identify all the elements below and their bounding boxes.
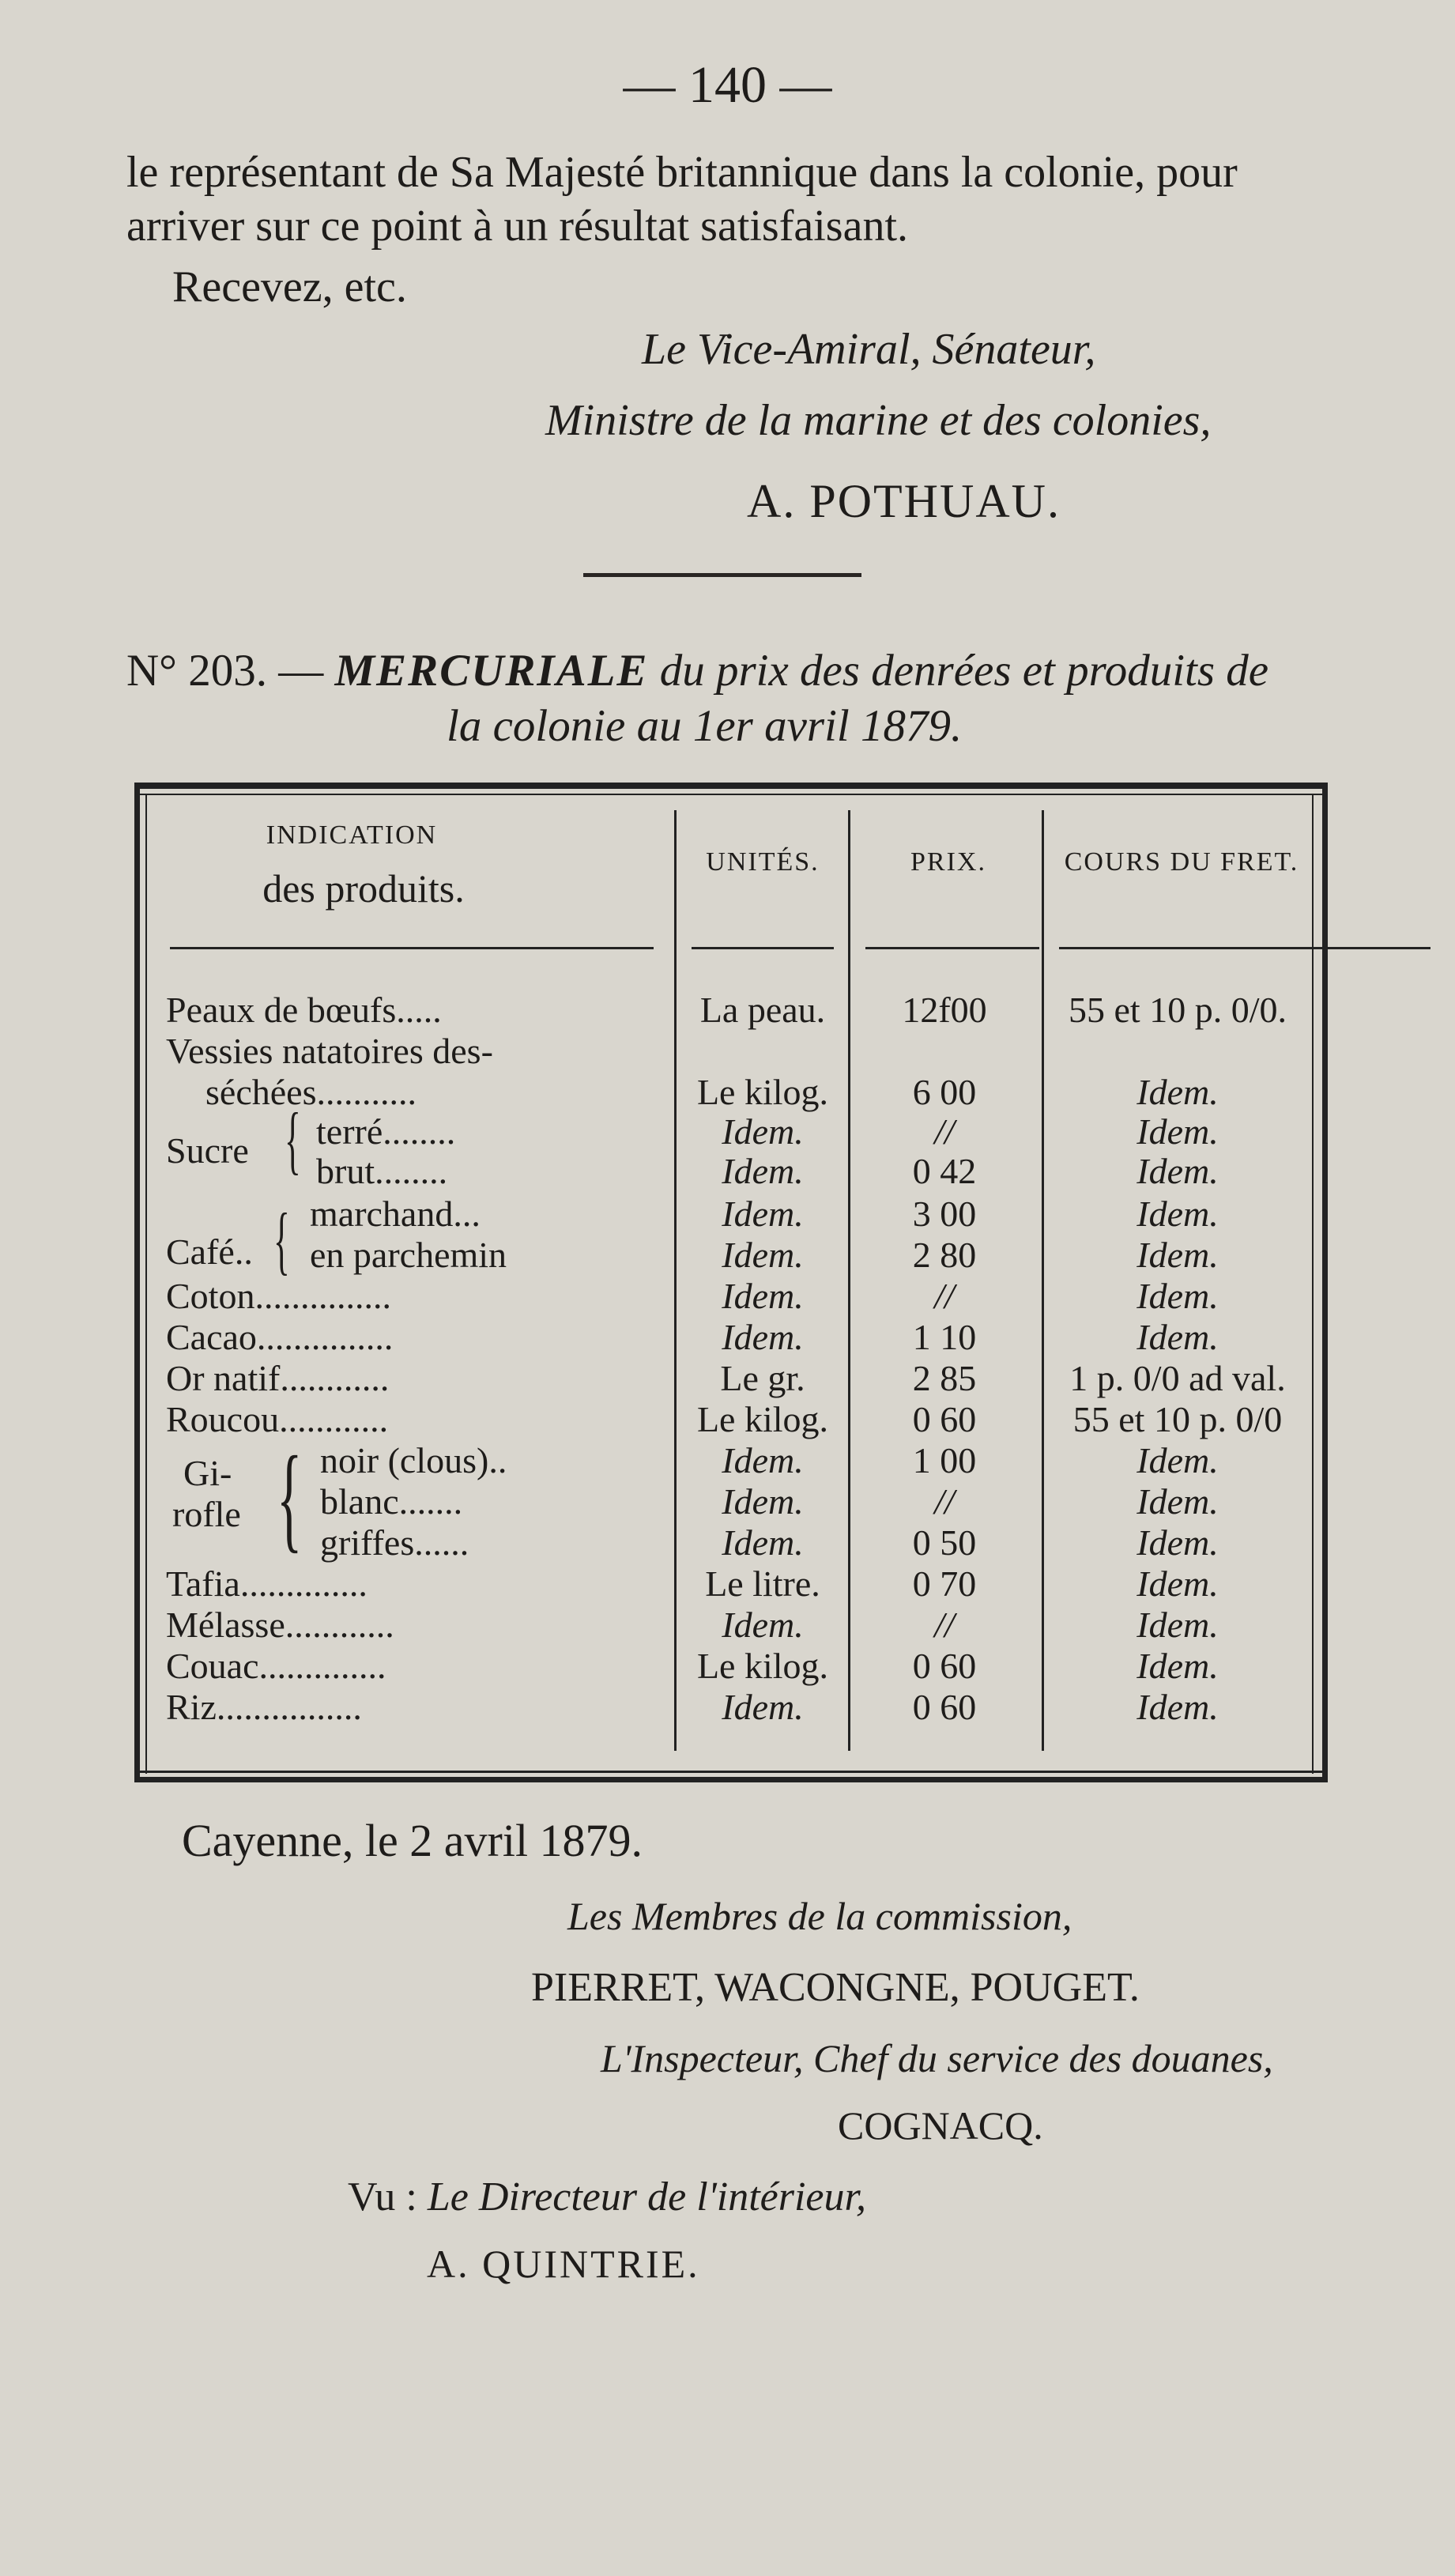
vu-line xyxy=(348,2174,866,2220)
table-right-border xyxy=(1322,783,1328,1782)
row-fret: Idem. xyxy=(1136,1440,1219,1480)
row-product: griffes...... xyxy=(320,1522,469,1563)
row-unit: Idem. xyxy=(722,1194,804,1234)
row-unit: Le litre. xyxy=(705,1563,820,1604)
row-unit: Idem. xyxy=(722,1317,804,1357)
row-product: Vessies natatoires des- xyxy=(166,1031,493,1071)
document-title-rest: du prix des denrées et produits de xyxy=(659,646,1269,696)
brace-girofle: { xyxy=(277,1432,303,1563)
vu-name: A. QUINTRIE. xyxy=(427,2242,700,2286)
row-product: Peaux de bœufs..... xyxy=(166,990,442,1030)
row-fret: Idem. xyxy=(1136,1687,1219,1727)
row-fret: Idem. xyxy=(1136,1317,1219,1357)
column-separator-3 xyxy=(1042,810,1044,1751)
table-left-border-thin xyxy=(145,794,147,1774)
header-underline-2 xyxy=(692,947,834,949)
row-fret: Idem. xyxy=(1136,1605,1219,1645)
vu-title: Le Directeur de l'intérieur, xyxy=(427,2174,866,2220)
table-left-border xyxy=(134,783,140,1782)
row-fret: Idem. xyxy=(1136,1151,1219,1191)
row-price: 0 50 xyxy=(912,1522,977,1563)
row-unit: Idem. xyxy=(722,1235,804,1275)
commission-title: Les Membres de la commission, xyxy=(567,1894,1072,1938)
table-right-border-thin xyxy=(1312,794,1314,1774)
row-fret: Idem. xyxy=(1136,1111,1219,1152)
page-number: — 140 — xyxy=(623,56,832,114)
intro-line-2: arriver sur ce point à un résultat satisfaisant. xyxy=(126,202,908,251)
document-number: N° 203. — xyxy=(126,646,324,696)
row-product: séchées........... xyxy=(205,1072,417,1112)
group-label-girofle-1: Gi- xyxy=(183,1453,232,1493)
row-unit: Idem. xyxy=(722,1111,804,1152)
row-fret: Idem. xyxy=(1136,1072,1219,1112)
row-price: // xyxy=(934,1111,955,1152)
commission-names: PIERRET, WACONGNE, POUGET. xyxy=(531,1965,1140,2010)
row-unit: Idem. xyxy=(722,1522,804,1563)
row-fret: Idem. xyxy=(1136,1522,1219,1563)
row-product: marchand... xyxy=(310,1194,481,1234)
row-unit: Idem. xyxy=(722,1687,804,1727)
row-product: Roucou............ xyxy=(166,1399,389,1439)
row-unit: Idem. xyxy=(722,1151,804,1191)
signatory-title-1: Le Vice-Amiral, Sénateur, xyxy=(642,325,1096,374)
row-price: 2 85 xyxy=(912,1358,977,1398)
table-bottom-border xyxy=(134,1777,1328,1782)
row-fret: 1 p. 0/0 ad val. xyxy=(1069,1358,1286,1398)
row-product: brut........ xyxy=(316,1151,448,1191)
row-unit: Idem. xyxy=(722,1276,804,1316)
row-fret: 55 et 10 p. 0/0 xyxy=(1072,1399,1283,1439)
row-price: 1 10 xyxy=(912,1317,977,1357)
row-fret: Idem. xyxy=(1136,1646,1219,1686)
group-label-girofle-2: rofle xyxy=(172,1494,241,1534)
row-product: en parchemin xyxy=(310,1235,507,1275)
row-product: Coton............... xyxy=(166,1276,391,1316)
row-product: terré........ xyxy=(316,1111,456,1152)
row-unit: Idem. xyxy=(722,1605,804,1645)
table-top-border xyxy=(134,783,1328,789)
intro-line-1: le représentant de Sa Majesté britannique dans la colonie, pour xyxy=(126,148,1238,197)
row-price: 6 00 xyxy=(912,1072,977,1112)
row-price: 0 42 xyxy=(912,1151,977,1191)
document-title-line-2: la colonie au 1er avril 1879. xyxy=(447,701,963,751)
separator-rule xyxy=(583,573,861,577)
row-fret: Idem. xyxy=(1136,1235,1219,1275)
row-fret: Idem. xyxy=(1136,1276,1219,1316)
row-price: 12f00 xyxy=(902,990,987,1030)
row-product: Couac.............. xyxy=(166,1646,386,1686)
row-product: Or natif............ xyxy=(166,1358,390,1398)
row-price: 0 60 xyxy=(912,1687,977,1727)
row-price: 1 00 xyxy=(912,1440,977,1480)
row-product: Mélasse............ xyxy=(166,1605,394,1645)
row-price: // xyxy=(934,1605,955,1645)
group-label-sucre: Sucre xyxy=(166,1130,249,1171)
row-price: 0 60 xyxy=(912,1646,977,1686)
row-price: // xyxy=(934,1276,955,1316)
row-unit: Idem. xyxy=(722,1440,804,1480)
row-price: // xyxy=(934,1481,955,1522)
row-product: noir (clous).. xyxy=(320,1440,507,1480)
row-product: Riz................ xyxy=(166,1687,362,1727)
brace-sucre: { xyxy=(285,1097,301,1182)
place-date: Cayenne, le 2 avril 1879. xyxy=(182,1815,643,1866)
table-top-border-thin xyxy=(134,794,1328,795)
row-fret: Idem. xyxy=(1136,1194,1219,1234)
row-product: blanc....... xyxy=(320,1481,463,1522)
price-table xyxy=(134,783,1328,1782)
document-heading xyxy=(126,644,1359,698)
header-prix: PRIX. xyxy=(910,847,986,877)
row-product: Tafia.............. xyxy=(166,1563,368,1604)
column-separator-2 xyxy=(848,810,850,1751)
row-unit: Le kilog. xyxy=(696,1646,829,1686)
group-label-cafe: Café.. xyxy=(166,1231,253,1272)
table-bottom-border-thin xyxy=(134,1771,1328,1773)
header-indication: INDICATION xyxy=(266,820,438,850)
row-unit: Le kilog. xyxy=(696,1072,829,1112)
header-underline-4 xyxy=(1059,947,1430,949)
header-products: des produits. xyxy=(262,866,465,911)
header-unites: UNITÉS. xyxy=(706,847,820,877)
row-unit: Idem. xyxy=(722,1481,804,1522)
closing-formula: Recevez, etc. xyxy=(172,262,407,311)
brace-cafe: { xyxy=(273,1197,290,1282)
row-price: 3 00 xyxy=(912,1194,977,1234)
header-underline-1 xyxy=(170,947,654,949)
vu-label: Vu : xyxy=(348,2174,417,2220)
row-fret: 55 et 10 p. 0/0. xyxy=(1069,990,1287,1030)
row-product: Cacao............... xyxy=(166,1317,394,1357)
row-fret: Idem. xyxy=(1136,1481,1219,1522)
row-unit: La peau. xyxy=(699,990,826,1030)
header-underline-3 xyxy=(865,947,1039,949)
column-separator-1 xyxy=(674,810,677,1751)
row-unit: Le kilog. xyxy=(696,1399,829,1439)
row-price: 0 60 xyxy=(912,1399,977,1439)
header-fret: COURS DU FRET. xyxy=(1064,847,1299,877)
signatory-title-2: Ministre de la marine et des colonies, xyxy=(545,396,1212,445)
document-title-caps: MERCURIALE xyxy=(334,646,649,696)
row-unit: Le gr. xyxy=(720,1358,805,1398)
signatory-name: A. POTHUAU. xyxy=(747,475,1061,527)
row-fret: Idem. xyxy=(1136,1563,1219,1604)
inspector-name: COGNACQ. xyxy=(838,2103,1043,2148)
row-price: 2 80 xyxy=(912,1235,977,1275)
inspector-title: L'Inspecteur, Chef du service des douanes, xyxy=(601,2036,1273,2080)
row-price: 0 70 xyxy=(912,1563,977,1604)
